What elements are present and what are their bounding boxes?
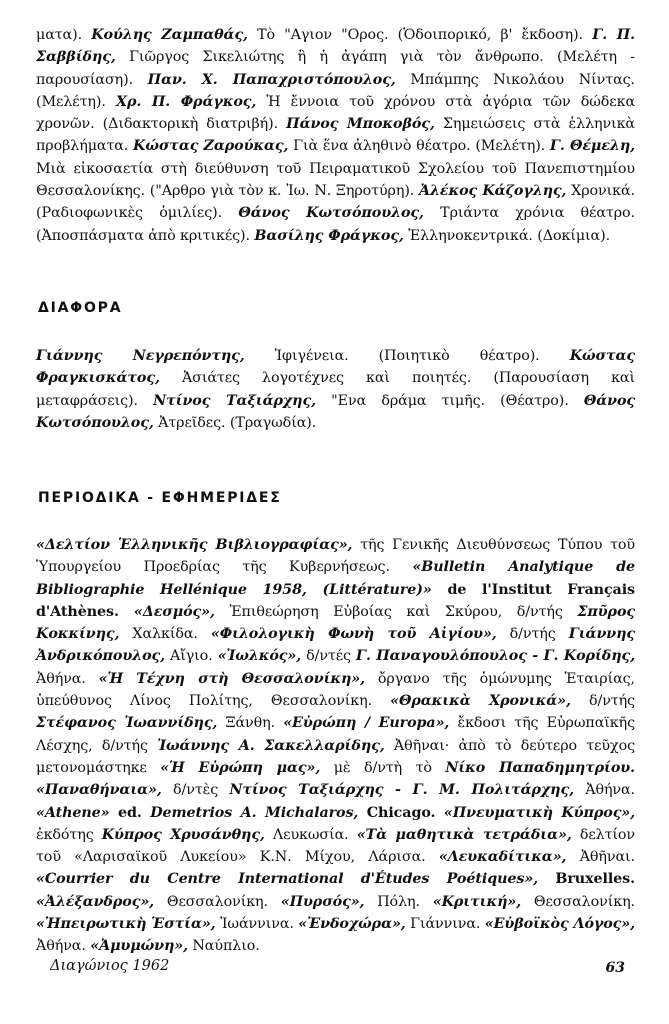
emphasized-text-run: Βασίλης Φράγκος, (254, 227, 404, 244)
emphasized-text-run: «Ἀλέξανδρος», (36, 893, 155, 910)
emphasized-text-run: «Λευκαδίτικα», (438, 849, 567, 866)
emphasized-text-run: Chicago. (358, 804, 444, 821)
emphasized-text-run: Bruxelles. (538, 871, 635, 888)
section-heading-misc: ΔΙΑΦΟΡΑ (38, 300, 123, 316)
emphasized-text-run: Γιάννης Νεγρεπόντης, (36, 348, 245, 364)
body-text-run: ἔκδοσι τῆς Εὐρωπαϊκῆς Λέσχης, δ/ντής (36, 715, 635, 754)
emphasized-text-run: «Παναθήναια», (36, 782, 162, 799)
body-text-run: δελτίον τοῦ «Λαρισαϊκοῦ Λυκείου» Κ.Ν. Μίχου, Λάρισα. (36, 826, 636, 866)
body-text-run: Γιάννινα. (405, 916, 485, 933)
body-text-run: Ἀθῆναι· ἀπὸ τὸ δεύτερο τεῦχος μετονομάστηκε (36, 737, 635, 776)
body-text-run: Θεσσαλονίκη. (154, 893, 281, 910)
body-text-run: Τὸ "Αγιον "Ορος. (Ὁδοιπορικό, β' ἔκδοση). (247, 27, 593, 43)
body-text-run: Λευκωσία. (264, 826, 357, 843)
emphasized-text-run: «Φιλολογικὴ Φωνὴ τοῦ Αἰγίου», (210, 626, 497, 643)
body-text-run: Αἴγιο. (165, 648, 218, 665)
emphasized-text-run: Χρ. Π. Φράγκος, (115, 93, 257, 110)
emphasized-text-run: «Courrier du Centre International d'Études Poétiques», (36, 871, 539, 888)
section-heading-periodicals: ΠΕΡΙΟΔΙΚΑ - ΕΦΗΜΕΡΙΔΕΣ (38, 490, 282, 506)
emphasized-text-run: «Ἀμυμώνη», (90, 938, 188, 955)
body-text-run: Ἀτρεῖδες. (Τραγωδία). (153, 414, 317, 431)
body-text-run: Τριάντα χρόνια θέατρο. (Ἀποσπάσματα ἀπὸ κριτικές). (36, 205, 635, 244)
page-number: 63 (605, 960, 625, 976)
body-text-run: ὄργανο τῆς ὁμώνυμης Ἑταιρίας, ὑπεύθυνος Λίνος Πολίτης, Θεσσαλονίκη. (36, 670, 636, 710)
body-text-run: Χαλκίδα. (119, 626, 211, 643)
emphasized-text-run: ed. (109, 804, 151, 821)
emphasized-text-run: Παν. Χ. Παπαχριστόπουλος, (147, 71, 396, 88)
body-text-run: Ἰωάννινα. (215, 916, 299, 933)
emphasized-text-run: Γ. Θέμελη, (549, 138, 635, 155)
body-text-run: ἐκδότης (36, 826, 102, 843)
body-text-run: Ἀθήνα. (36, 938, 91, 955)
body-text-run: δ/ντές (301, 648, 356, 665)
emphasized-text-run: «Ἡ Εὐρώπη μας», (160, 759, 321, 776)
emphasized-text-run: Σπῦρος Κοκκίνης, (36, 603, 635, 643)
emphasized-text-run: «Δεσμός», (133, 603, 215, 620)
emphasized-text-run: «Θρακικὰ Χρονικά», (390, 693, 571, 710)
emphasized-text-run: Γ. Π. Σαββίδης, (36, 27, 636, 66)
emphasized-text-run: Ντίνος Ταξιάρχης, (153, 392, 316, 409)
emphasized-text-run: «Ἡ Τέχνη στὴ Θεσσαλονίκη», (98, 670, 366, 687)
body-text-run: δ/ντής (570, 693, 635, 710)
emphasized-text-run: Demetrios A. Michalaros, (150, 804, 359, 821)
body-text-run: Ἡ ἔννοια τοῦ χρόνου στὰ ἀγόρια τῶν δώδεκα χρονῶν. (Διδακτορικὴ διατριβή). (36, 93, 636, 133)
emphasized-text-run: «Δελτίον Ἑλληνικῆς Βιβλιογραφίας», (36, 537, 353, 553)
emphasized-text-run: Ἰωάννης Α. Σακελλαρίδης, (157, 737, 385, 754)
issue-label: Διαγώνιος 1962 (50, 958, 170, 974)
body-text-run: Ἰφιγένεια. (Ποιητικὸ θέατρο). (244, 348, 570, 364)
emphasized-text-run: «Τὰ μαθητικὰ τετράδια», (356, 826, 572, 843)
body-text-run: Μιὰ εἰκοσαετία στὴ διεύθυνση τοῦ Πειραματικοῦ Σχολείου τοῦ Πανεπιστημίου Θεσσαλονίκης. ("Αρθρο γιὰ τὸν κ. Ἰω. Ν. Ξηροτύρη). (36, 160, 635, 200)
emphasized-text-run: Κώστας Φραγκισκάτος, (36, 348, 635, 387)
body-text-run: ματα). (36, 27, 92, 43)
body-text-run: Πόλη. (364, 893, 433, 910)
body-text-run: Σημειώσεις στὰ ἑλληνικὰ προβλήματα. (36, 116, 635, 155)
body-text-run: Ἀθῆναι. (566, 849, 635, 866)
emphasized-text-run: «Πνευματικὴ Κύπρος», (443, 804, 636, 821)
emphasized-text-run: «Athene» (36, 804, 110, 821)
body-text-run: Ναύπλιο. (187, 938, 260, 955)
body-text-run: Ἑλληνοκεντρικά. (Δοκίμια). (403, 227, 611, 244)
emphasized-text-run: Κώστας Ζαρούκας, (133, 138, 289, 155)
emphasized-text-run: de l'Institut Français d'Athènes. (36, 581, 635, 620)
periodicals-paragraph (36, 534, 635, 958)
emphasized-text-run: «Ἐνδοχώρα», (298, 916, 406, 933)
body-text-run: Θεσσαλονίκη. (521, 893, 635, 910)
body-text-run: Γιῶργος Σικελιώτης ἢ ἡ ἀγάπη γιὰ τὸν ἄνθρωπο. (Μελέτη - παρουσίαση). (36, 49, 635, 88)
emphasized-text-run: Ντίνος Ταξιάρχης - Γ. Μ. Πολιτάρχης, (229, 782, 574, 799)
body-text-run: "Ενα δράμα τιμῆς. (Θέατρο). (315, 392, 584, 409)
emphasized-text-run: «Εὐρώπη / Europa», (283, 715, 450, 732)
emphasized-text-run: «Ἰωλκός», (217, 648, 302, 665)
body-text-run: Ξάνθη. (217, 715, 284, 732)
body-text-run: Ἀθήνα. (573, 782, 636, 799)
emphasized-text-run: «Εὐβοϊκὸς Λόγος», (484, 916, 635, 933)
emphasized-text-run: Θάνος Κωτσόπουλος, (36, 392, 635, 431)
emphasized-text-run: Ἀλέκος Κάζογλης, (419, 183, 567, 200)
emphasized-text-run: Κούλης Ζαμπαθάς, (91, 27, 248, 43)
body-text-run: Χρονικά. (Ραδιοφωνικὲς ὁμιλίες). (36, 183, 635, 222)
body-text-run: Γιὰ ἕνα ἀληθινὸ θέατρο. (Μελέτη). (288, 138, 550, 155)
emphasized-text-run: Στέφανος Ἰωαννίδης, (36, 715, 218, 732)
emphasized-text-run: Νίκο Παπαδημητρίου. (445, 759, 635, 776)
body-text-run: Μπάμπης Νικολάου Νίντας. (Μελέτη). (36, 71, 635, 110)
emphasized-text-run: «Πυρσός», (280, 893, 365, 910)
emphasized-text-run: «Ἠπειρωτικὴ Ἑστία», (36, 916, 216, 933)
body-text-run: Ἀσιάτες λογοτέχνες καὶ ποιητές. (Παρουσίαση καὶ μεταφράσεις). (36, 370, 635, 409)
emphasized-text-run: Πάνος Μποκοβός, (286, 116, 435, 133)
emphasized-text-run: Θάνος Κωτσόπουλος, (238, 205, 424, 222)
body-text-run: δ/ντὲς (161, 782, 230, 799)
emphasized-text-run: «Bulletin Analytique de Bibliographie Hellénique 1958, (Littérature)» (36, 559, 636, 598)
body-text-run: μὲ δ/ντὴ τὸ (320, 759, 446, 776)
body-text-run: δ/ντής (496, 626, 569, 643)
contents-paragraph (36, 24, 635, 247)
emphasized-text-run: «Κριτική», (432, 893, 522, 910)
misc-paragraph (36, 345, 635, 434)
body-text-run: Ἐπιθεώρηση Εὐβοίας καὶ Σκύρου, δ/ντής (214, 603, 578, 620)
body-text-run: Ἀθήνα. (36, 670, 99, 687)
body-text-run: τῆς Γενικῆς Διευθύνσεως Τύπου τοῦ Ὑπουργείου Προεδρίας τῆς Κυβερνήσεως. (36, 537, 635, 576)
emphasized-text-run: Γ. Παναγουλόπουλος - Γ. Κορίδης, (355, 648, 635, 665)
emphasized-text-run: Κύπρος Χρυσάνθης, (101, 826, 265, 843)
emphasized-text-run: Γιάννης Ἀνδρικόπουλος, (36, 626, 635, 665)
